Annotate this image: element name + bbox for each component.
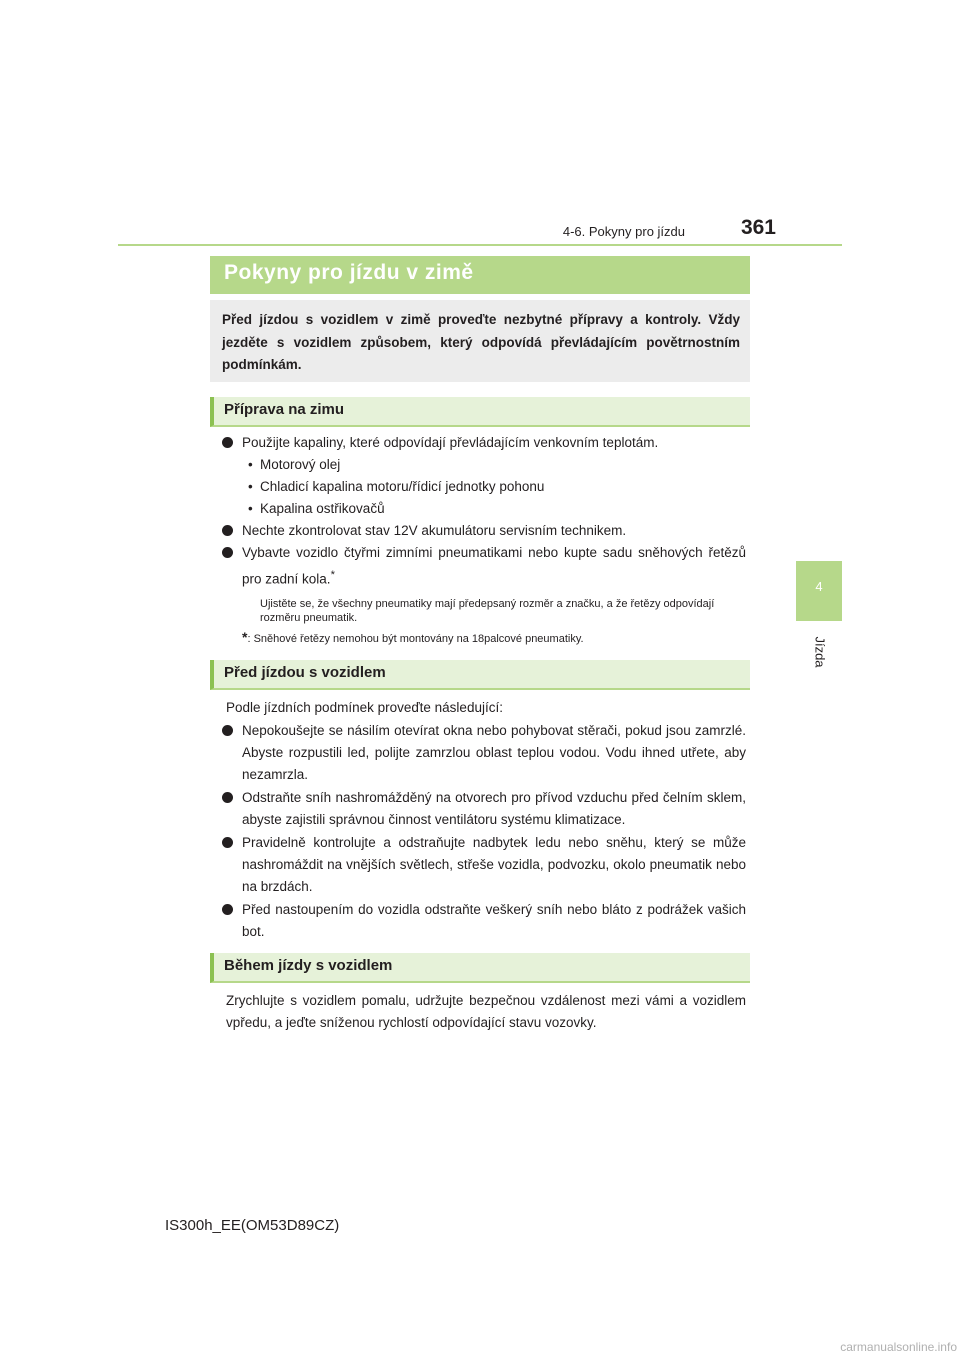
sub-list-item-text: Kapalina ostřikovačů (260, 501, 385, 516)
bullet-icon (222, 547, 233, 558)
header-divider (118, 244, 842, 246)
section-label: 4-6. Pokyny pro jízdu (562, 224, 685, 239)
chapter-number: 4 (815, 579, 823, 594)
list-item (222, 542, 746, 591)
list-item (222, 832, 746, 898)
chapter-label (810, 622, 830, 682)
sub-list-item-text: Chladicí kapalina motoru/řídicí jednotky pohonu (260, 479, 545, 494)
list-item (222, 432, 746, 454)
list-item-text: Nechte zkontrolovat stav 12V akumulátoru servisním technikem. (242, 523, 627, 538)
chapter-tab (796, 561, 842, 621)
intro-box (210, 300, 750, 382)
manual-code: IS300h_EE(OM53D89CZ) (165, 1217, 340, 1234)
bullet-icon (222, 904, 233, 915)
bullet-icon (222, 725, 233, 736)
heading-winter-prep (210, 397, 750, 427)
bullet-icon (222, 525, 233, 536)
heading-while-driving (210, 953, 750, 983)
bullet-icon (222, 792, 233, 803)
heading-winter-prep-text: Příprava na zimu (224, 401, 345, 418)
bullet-icon (222, 837, 233, 848)
list-item-text: Nepokoušejte se násilím otevírat okna nebo pohybovat stěrači, pokud jsou zamrzlé. Abyste rozpustili led, polijte zamrzlou oblast teplou vodou. Vodu ihned utřete, aby nezamrzla. (242, 723, 746, 782)
list-item (222, 787, 746, 831)
list-item-body: Vybavte vozidlo čtyřmi zimními pneumatikami nebo kupte sadu sněhových řetězů pro zadní kola. (242, 545, 746, 587)
list-item (222, 720, 746, 786)
sub-bullet-icon: • (248, 479, 253, 494)
sub-list-item (248, 498, 748, 520)
page-number: 361 (740, 216, 776, 239)
sub-bullet-icon: • (248, 457, 253, 472)
watermark: carmanualsonline.info (840, 1340, 957, 1354)
intro-text: Před jízdou s vozidlem v zimě proveďte nezbytné přípravy a kontroly. Vždy jezděte s vozidlem způsobem, který odpovídá převládajícím povětrnostním podmínkám. (222, 312, 740, 372)
list-item (222, 520, 746, 542)
sub-list-item (248, 454, 748, 476)
list-item-text: Použijte kapaliny, které odpovídají převládajícím venkovním teplotám. (242, 435, 659, 450)
footnote-text: : Sněhové řetězy nemohou být montovány na 18palcové pneumatiky. (247, 633, 584, 645)
list-item (222, 899, 746, 943)
list-item-text: Před nastoupením do vozidla odstraňte veškerý sníh nebo bláto z podrážek vašich bot. (242, 902, 746, 939)
lead-text: Podle jízdních podmínek proveďte následující: (226, 700, 503, 715)
sub-list-item (248, 476, 748, 498)
sub-bullet-icon: • (248, 501, 253, 516)
note-text: Ujistěte se, že všechny pneumatiky mají předepsaný rozměr a značku, a že řetězy odpovídají rozměru pneumatik. (260, 598, 715, 624)
page-title-text: Pokyny pro jízdu v zimě (224, 261, 474, 284)
heading-before-driving (210, 660, 750, 690)
sub-list-item-text: Motorový olej (260, 457, 341, 472)
heading-while-driving-text: Během jízdy s vozidlem (224, 957, 393, 974)
list-item-text (242, 542, 746, 591)
heading-before-driving-text: Před jízdou s vozidlem (224, 664, 386, 681)
list-item-text: Odstraňte sníh nashromážděný na otvorech pro přívod vzduchu před čelním sklem, abyste zajistili správnou činnost ventilátoru systému klimatizace. (242, 790, 746, 827)
chapter-label-text: Jízda (812, 636, 828, 668)
bullet-icon (222, 437, 233, 448)
page-title (210, 256, 750, 294)
list-item-text: Pravidelně kontrolujte a odstraňujte nadbytek ledu nebo sněhu, který se může nashromáždit na vnějších světlech, střeše vozidla, podvozku, okolo pneumatik nebo na brzdách. (242, 835, 746, 894)
footnote (242, 630, 750, 646)
footnote-marker: * (242, 629, 248, 645)
footnote-reference: * (330, 569, 335, 581)
while-driving-text: Zrychlujte s vozidlem pomalu, udržujte bezpečnou vzdálenost mezi vámi a vozidlem vpředu, a jeďte sníženou rychlostí odpovídající stavu vozovky. (226, 993, 746, 1030)
